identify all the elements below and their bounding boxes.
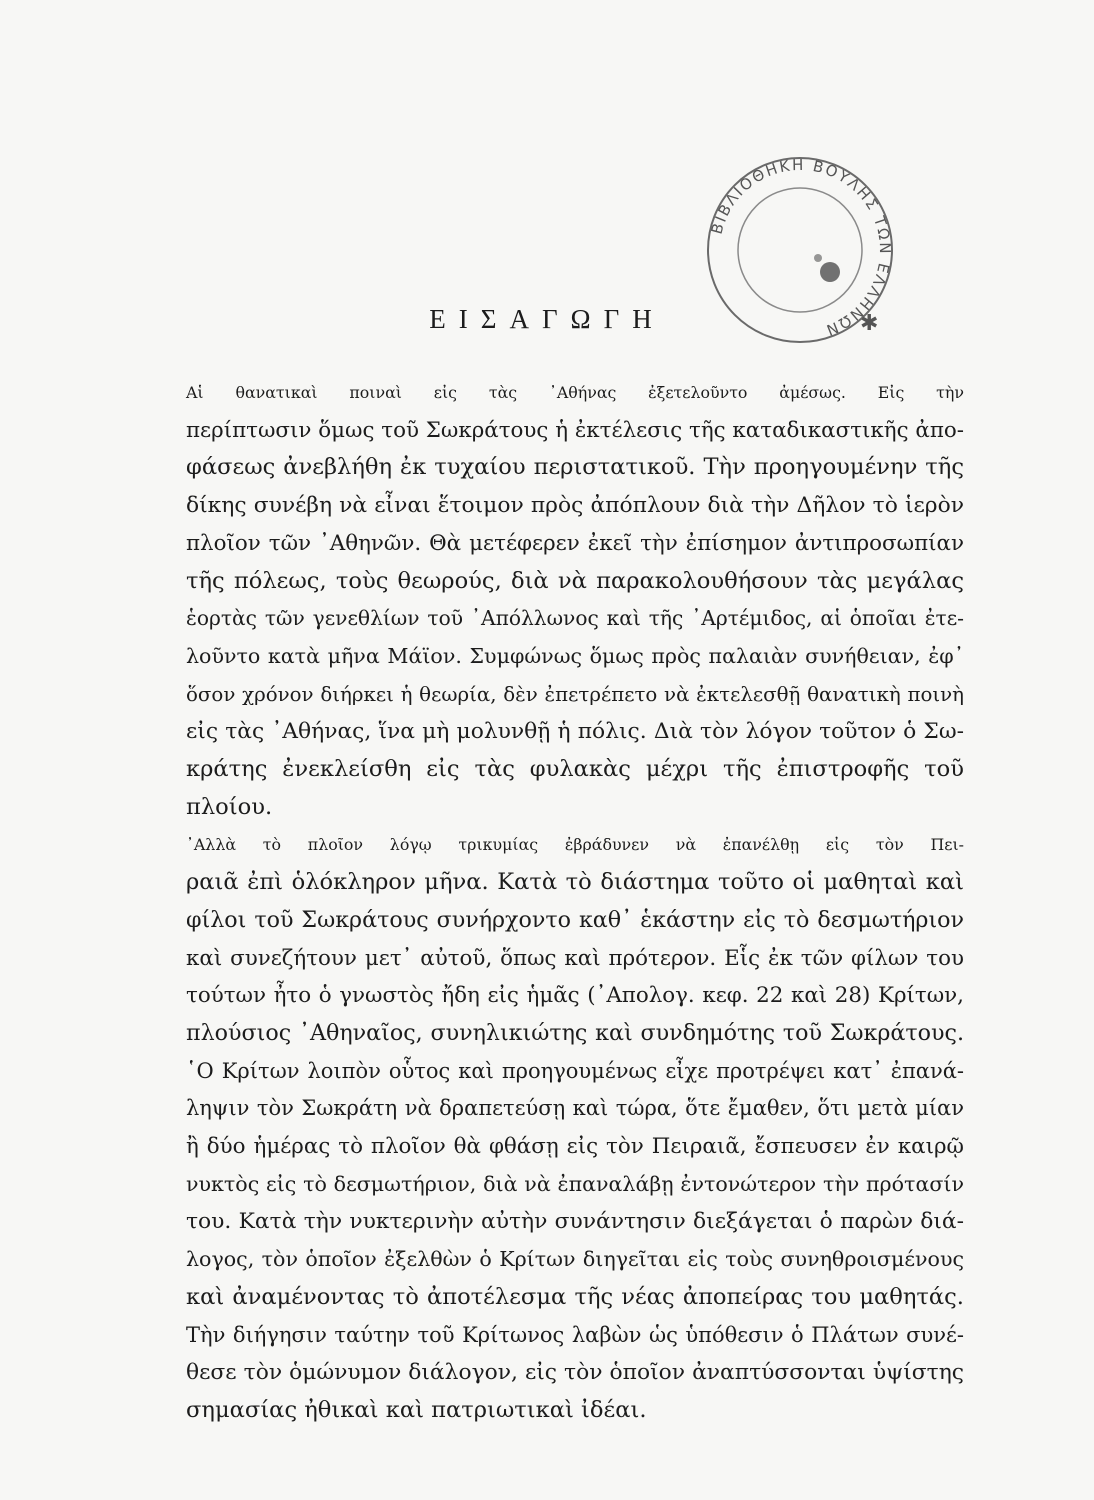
text-line: πλοῖον τῶν ᾿Αθηνῶν. Θὰ μετέφερεν ἐκεῖ τὴν ἐπίσημον ἀντιπροσωπίαν (186, 530, 964, 556)
text-line: καὶ ἀναμένοντας τὸ ἀποτέλεσμα τῆς νέας ἀποπείρας του μαθητάς. (186, 1283, 964, 1310)
text-line: νυκτὸς εἰς τὸ δεσμωτήριον, διὰ νὰ ἐπαναλάβῃ ἐντονώτερον τὴν πρότασίν (186, 1171, 964, 1196)
text-line: καὶ συνεζήτουν μετ᾿ αὐτοῦ, ὅπως καὶ πρότερον. Εἷς ἐκ τῶν φίλων του (186, 945, 964, 971)
text-line: σημασίας ἠθικαὶ καὶ πατριωτικαὶ ἰδέαι. (186, 1396, 647, 1423)
text-line: Αἱ θανατικαὶ ποιναὶ εἰς τὰς ᾿Αθήνας ἐξετελοῦντο ἀμέσως. Εἰς τὴν (186, 383, 964, 402)
text-line: ἑορτὰς τῶν γενεθλίων τοῦ ᾿Απόλλωνος καὶ τῆς ᾿Αρτέμιδος, αἱ ὁποῖαι ἐτε- (186, 606, 964, 631)
text-line: ῾Ο Κρίτων λοιπὸν οὗτος καὶ προηγουμένως εἶχε προτρέψει κατ᾿ ἐπανά- (186, 1058, 964, 1083)
paragraph-2 (136, 826, 964, 1429)
text-line: θεσε τὸν ὁμώνυμον διάλογον, εἰς τὸν ὁποῖον ἀναπτύσσονται ὑψίστης (186, 1360, 964, 1386)
body-text (136, 374, 964, 1430)
text-line: περίπτωσιν ὅμως τοῦ Σωκράτους ἡ ἐκτέλεσις τῆς καταδικαστικῆς ἀπο- (186, 417, 964, 443)
text-line: ληψιν τὸν Σωκράτη νὰ δραπετεύσῃ καὶ τώρα, ὅτε ἔμαθεν, ὅτι μετὰ μίαν (186, 1096, 964, 1121)
page-title: ΕΙΣΑΓΩΓΗ (429, 304, 665, 335)
text-line: φάσεως ἀνεβλήθη ἐκ τυχαίου περιστατικοῦ. Τὴν προηγουμένην τῆς (186, 454, 964, 481)
text-line: Τὴν διήγησιν ταύτην τοῦ Κρίτωνος λαβὼν ὡς ὑπόθεσιν ὁ Πλάτων συνέ- (186, 1322, 964, 1347)
text-line: φίλοι τοῦ Σωκράτους συνήρχοντο καθ᾿ ἑκάστην εἰς τὸ δεσμωτήριον (186, 906, 964, 933)
text-line: λογος, τὸν ὁποῖον ἐξελθὼν ὁ Κρίτων διηγεῖται εἰς τοὺς συνηθροισμένους (186, 1247, 964, 1272)
text-line: κράτης ἐνεκλείσθη εἰς τὰς φυλακὰς μέχρι τῆς ἐπιστροφῆς τοῦ (186, 756, 964, 783)
star-icon: ✱ (860, 311, 879, 336)
text-line: πλούσιος ᾿Αθηναῖος, συνηλικιώτης καὶ συνδημότης τοῦ Σωκράτους. (186, 1019, 964, 1046)
text-line: τούτων ἦτο ὁ γνωστὸς ἤδη εἰς ἡμᾶς (᾿Απολογ. κεφ. 22 καὶ 28) Κρίτων, (186, 983, 964, 1009)
text-line: εἰς τὰς ᾿Αθήνας, ἵνα μὴ μολυνθῇ ἡ πόλις. Διὰ τὸν λόγον τοῦτον ὁ Σω- (186, 719, 964, 745)
text-line: πλοίου. (186, 793, 273, 820)
text-line: του. Κατὰ τὴν νυκτερινὴν αὐτὴν συνάντησιν διεξάγεται ὁ παρὼν διά- (186, 1209, 964, 1235)
text-line: δίκης συνέβη νὰ εἶναι ἕτοιμον πρὸς ἀπόπλουν διὰ τὴν Δῆλον τὸ ἱερὸν (186, 493, 964, 519)
paragraph-1 (136, 374, 964, 826)
text-line: ᾿Αλλὰ τὸ πλοῖον λόγῳ τρικυμίας ἐβράδυνεν νὰ ἐπανέλθῃ εἰς τὸν Πει- (186, 835, 964, 855)
text-line: ραιᾶ ἐπὶ ὁλόκληρον μῆνα. Κατὰ τὸ διάστημα τοῦτο οἱ μαθηταὶ καὶ (186, 869, 964, 896)
stamp-text: ΒΙΒΛΙΟΘΗΚΗ ΒΟΥΛΗΣ ΤΩΝ ΕΛΛΗΝΩΝ (707, 155, 895, 340)
text-line: τῆς πόλεως, τοὺς θεωρούς, διὰ νὰ παρακολουθήσουν τὰς μεγάλας (186, 567, 964, 594)
text-line: ἢ δύο ἡμέρας τὸ πλοῖον θὰ φθάσῃ εἰς τὸν Πειραιᾶ, ἔσπευσεν ἐν καιρῷ (186, 1134, 964, 1160)
text-line: ὅσον χρόνον διήρκει ἡ θεωρία, δὲν ἐπετρέπετο νὰ ἐκτελεσθῇ θανατικὴ ποινὴ (186, 682, 964, 706)
text-line: λοῦντο κατὰ μῆνα Μάϊον. Συμφώνως ὅμως πρὸς παλαιὰν συνήθειαν, ἐφ᾿ (186, 643, 964, 668)
